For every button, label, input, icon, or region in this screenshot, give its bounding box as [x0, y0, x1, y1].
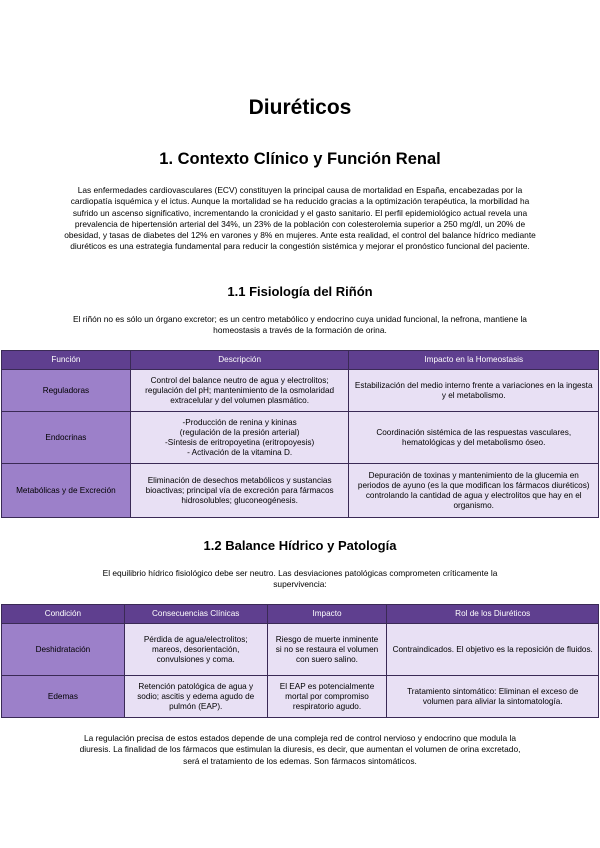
table-header-row [2, 351, 599, 370]
section-1-paragraph: Las enfermedades cardiovasculares (ECV) constituyen la principal causa de mortalidad en España, encabezadas por la cardiopatía isquémica y el ictus. Aunque la mortalidad se ha reducido gracias a la optimización terapéutica, la morbilidad ha sufrido un ascenso significativo, incrementando la cronicidad y el gasto sanitario. El perfil epidemiológico actual revela una prevalencia de hipertensión arterial del 34%, un 23% de la población con colesterolemia superior a 250 mg/dl, un 20% de obesidad, y tasas de diabetes del 12% en varones y 8% en mujeres. Ante esta realidad, el control del balance hídrico mediante diuréticos es una estrategia fundamental para reducir la congestión sistémica y mejorar el pronóstico funcional del paciente. [64, 185, 536, 252]
consequences-cell: Retención patológica de agua y sodio; ascitis y edema agudo de pulmón (EAP). [124, 676, 267, 718]
description-cell: Control del balance neutro de agua y electrolitos; regulación del pH; mantenimiento de la osmolaridad extracelular y del volumen plasmático. [130, 370, 349, 412]
diuretic-role-cell: Contraindicados. El objetivo es la reposición de fluidos. [387, 624, 599, 676]
section-1-2-heading: 1.2 Balance Hídrico y Patología [203, 538, 397, 553]
impact-cell: Riesgo de muerte inminente si no se restaura el volumen con suero salino. [267, 624, 387, 676]
table-row [2, 676, 599, 718]
section-1-1-paragraph: El riñón no es sólo un órgano excretor; es un centro metabólico y endocrino cuya unidad funcional, la nefrona, mantiene la homeostasis a través de la formación de orina. [73, 314, 527, 336]
column-header: Impacto en la Homeostasis [349, 351, 599, 370]
water-balance-table [1, 604, 599, 718]
consequences-cell: Pérdida de agua/electrolitos; mareos, desorientación, convulsiones y coma. [124, 624, 267, 676]
section-1-1-heading: 1.1 Fisiología del Riñón [227, 284, 373, 299]
column-header: Descripción [130, 351, 349, 370]
diuretic-role-cell: Tratamiento sintomático: Eliminan el exceso de volumen para aliviar la sintomatología. [387, 676, 599, 718]
table-header-row [2, 605, 599, 624]
impact-cell: El EAP es potencialmente mortal por compromiso respiratorio agudo. [267, 676, 387, 718]
description-cell: Eliminación de desechos metabólicos y sustancias bioactivas; principal vía de excreción para fármacos hidrosolubles; gluconeogénesis. [130, 464, 349, 518]
impact-cell: Coordinación sistémica de las respuestas vasculares, hematológicas y del metabolismo óseo. [349, 412, 599, 464]
section-1-2-paragraph: El equilibrio hídrico fisiológico debe ser neutro. Las desviaciones patológicas comprometen críticamente la supervivencia: [102, 568, 498, 590]
column-header: Impacto [267, 605, 387, 624]
column-header: Rol de los Diuréticos [387, 605, 599, 624]
column-header: Condición [2, 605, 125, 624]
condition-cell: Edemas [2, 676, 125, 718]
description-cell: -Producción de renina y kininas (regulación de la presión arterial) -Síntesis de eritropoyetina (eritropoyesis) - Activación de la vitamina D. [130, 412, 349, 464]
function-cell: Reguladoras [2, 370, 131, 412]
column-header: Consecuencias Clínicas [124, 605, 267, 624]
table-row [2, 412, 599, 464]
function-cell: Endocrinas [2, 412, 131, 464]
column-header: Función [2, 351, 131, 370]
impact-cell: Estabilización del medio interno frente a variaciones en la ingesta y el metabolismo. [349, 370, 599, 412]
table-row [2, 464, 599, 518]
function-cell: Metabólicas y de Excreción [2, 464, 131, 518]
section-1-heading: 1. Contexto Clínico y Función Renal [159, 150, 441, 168]
kidney-function-table [1, 350, 599, 518]
table-row [2, 624, 599, 676]
document-title: Diuréticos [248, 96, 352, 119]
condition-cell: Deshidratación [2, 624, 125, 676]
closing-paragraph: La regulación precisa de estos estados depende de una compleja red de control nervioso y endocrino que modula la diuresis. La finalidad de los fármacos que estimulan la diuresis, es decir, que aumentan el volumen de orina excretado, será el tratamiento de los edemas. Son fármacos sintomáticos. [79, 733, 521, 766]
table-row [2, 370, 599, 412]
impact-cell: Depuración de toxinas y mantenimiento de la glucemia en periodos de ayuno (es la que modifican los fármacos diuréticos) controlando la cantidad de agua y electrolitos que hay en el organismo. [349, 464, 599, 518]
